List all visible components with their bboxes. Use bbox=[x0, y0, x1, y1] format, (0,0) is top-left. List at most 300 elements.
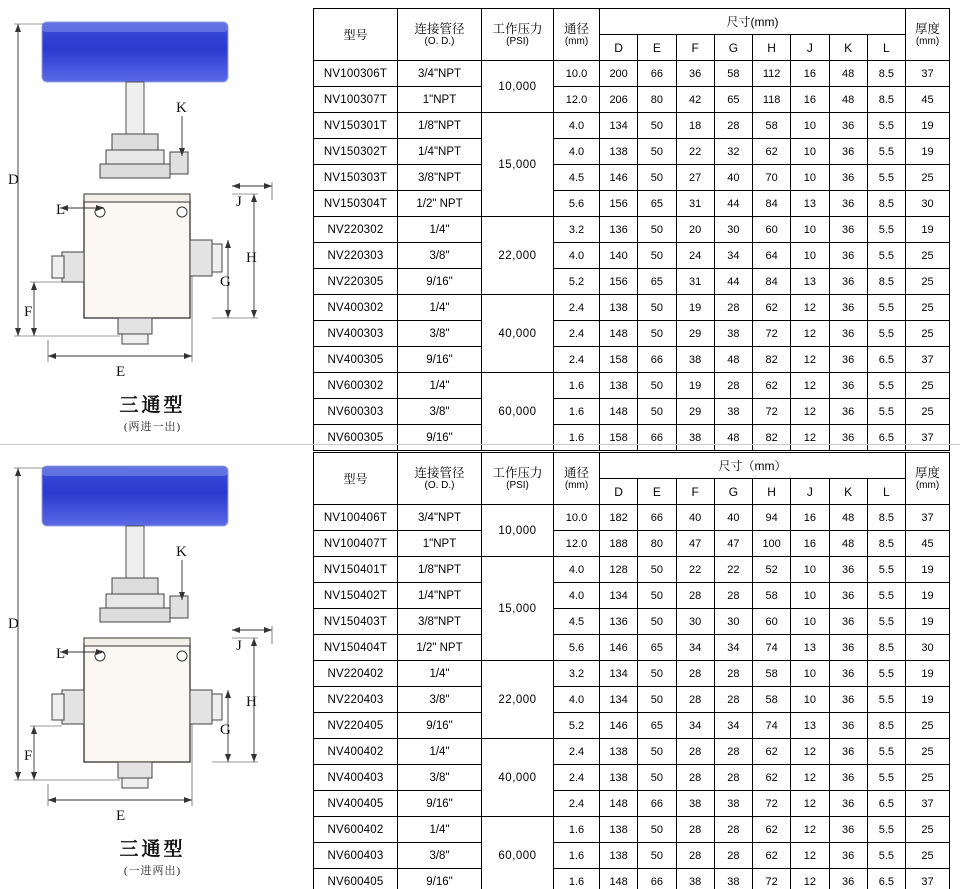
cell-dim-j: 12 bbox=[791, 765, 829, 791]
cell-thickness: 25 bbox=[906, 321, 950, 347]
header-dim-d-1: D bbox=[600, 35, 638, 61]
cell-dim-h: 84 bbox=[753, 269, 791, 295]
cell-dim-e: 50 bbox=[638, 817, 676, 843]
cell-dim-k: 48 bbox=[829, 505, 867, 531]
cell-dim-e: 65 bbox=[638, 191, 676, 217]
cell-model: NV600402 bbox=[314, 817, 398, 843]
cell-dim-h: 70 bbox=[753, 165, 791, 191]
cell-dim-l: 6.5 bbox=[867, 869, 905, 889]
table-row bbox=[314, 295, 950, 321]
svg-text:D: D bbox=[8, 616, 19, 632]
header-dim-g-2: G bbox=[714, 479, 752, 505]
cell-dim-e: 50 bbox=[638, 557, 676, 583]
cell-pipe-size: 3/8"NPT bbox=[398, 609, 482, 635]
cell-dim-l: 5.5 bbox=[867, 243, 905, 269]
cell-bore: 5.2 bbox=[554, 713, 600, 739]
cell-bore: 1.6 bbox=[554, 843, 600, 869]
cell-thickness: 30 bbox=[906, 635, 950, 661]
cell-dim-l: 6.5 bbox=[867, 347, 905, 373]
table-row bbox=[314, 321, 950, 347]
cell-bore: 2.4 bbox=[554, 295, 600, 321]
cell-model: NV220305 bbox=[314, 269, 398, 295]
cell-model: NV400402 bbox=[314, 739, 398, 765]
cell-dim-k: 36 bbox=[829, 713, 867, 739]
cell-dim-g: 34 bbox=[714, 713, 752, 739]
cell-bore: 1.6 bbox=[554, 869, 600, 889]
cell-dim-e: 50 bbox=[638, 113, 676, 139]
cell-model: NV150403T bbox=[314, 609, 398, 635]
cell-dim-j: 12 bbox=[791, 321, 829, 347]
header-psi-2: 工作压力 (PSI) bbox=[482, 453, 554, 505]
cell-bore: 2.4 bbox=[554, 791, 600, 817]
cell-dim-h: 72 bbox=[753, 321, 791, 347]
cell-dim-l: 5.5 bbox=[867, 399, 905, 425]
cell-thickness: 30 bbox=[906, 191, 950, 217]
cell-bore: 2.4 bbox=[554, 765, 600, 791]
cell-dim-e: 65 bbox=[638, 635, 676, 661]
cell-working-pressure: 10,000 bbox=[482, 505, 554, 557]
cell-dim-h: 58 bbox=[753, 113, 791, 139]
cell-pipe-size: 3/8" bbox=[398, 399, 482, 425]
cell-dim-h: 64 bbox=[753, 243, 791, 269]
cell-dim-d: 158 bbox=[600, 347, 638, 373]
header-thickness-1: 厚度 (mm) bbox=[906, 9, 950, 61]
cell-model: NV150301T bbox=[314, 113, 398, 139]
spec-table-wrap-2 bbox=[313, 452, 953, 889]
drawing-title-2: 三通型 bbox=[119, 839, 186, 860]
cell-model: NV400405 bbox=[314, 791, 398, 817]
cell-dim-k: 36 bbox=[829, 321, 867, 347]
header-dim-f-1: F bbox=[676, 35, 714, 61]
header-dim-k-1: K bbox=[829, 35, 867, 61]
cell-pipe-size: 3/4"NPT bbox=[398, 61, 482, 87]
cell-dim-h: 58 bbox=[753, 687, 791, 713]
header-dim-f-2: F bbox=[676, 479, 714, 505]
cell-dim-k: 36 bbox=[829, 295, 867, 321]
cell-dim-d: 182 bbox=[600, 505, 638, 531]
cell-dim-e: 66 bbox=[638, 347, 676, 373]
cell-dim-e: 50 bbox=[638, 139, 676, 165]
cell-bore: 1.6 bbox=[554, 817, 600, 843]
cell-dim-h: 82 bbox=[753, 347, 791, 373]
cell-dim-g: 28 bbox=[714, 373, 752, 399]
cell-dim-h: 82 bbox=[753, 425, 791, 451]
cell-dim-j: 12 bbox=[791, 373, 829, 399]
cell-dim-h: 118 bbox=[753, 87, 791, 113]
cell-dim-k: 36 bbox=[829, 661, 867, 687]
cell-bore: 10.0 bbox=[554, 505, 600, 531]
table-row bbox=[314, 269, 950, 295]
drawing-title-1: 三通型 bbox=[119, 395, 186, 416]
cell-pipe-size: 9/16" bbox=[398, 425, 482, 451]
cell-pipe-size: 9/16" bbox=[398, 869, 482, 889]
spec-table-1 bbox=[313, 8, 950, 451]
cell-bore: 4.0 bbox=[554, 557, 600, 583]
cell-dim-j: 10 bbox=[791, 557, 829, 583]
cell-dim-l: 5.5 bbox=[867, 583, 905, 609]
cell-bore: 4.0 bbox=[554, 583, 600, 609]
cell-pipe-size: 1/4" bbox=[398, 217, 482, 243]
cell-dim-l: 5.5 bbox=[867, 217, 905, 243]
cell-pipe-size: 3/8"NPT bbox=[398, 165, 482, 191]
cell-dim-e: 50 bbox=[638, 217, 676, 243]
cell-dim-e: 50 bbox=[638, 661, 676, 687]
svg-text:F: F bbox=[24, 304, 33, 320]
cell-dim-k: 36 bbox=[829, 425, 867, 451]
cell-dim-l: 8.5 bbox=[867, 269, 905, 295]
cell-dim-k: 36 bbox=[829, 635, 867, 661]
table-row bbox=[314, 217, 950, 243]
svg-text:G: G bbox=[220, 274, 231, 290]
cell-dim-e: 50 bbox=[638, 765, 676, 791]
cell-dim-d: 200 bbox=[600, 61, 638, 87]
header-thickness-2: 厚度 (mm) bbox=[906, 453, 950, 505]
cell-dim-l: 8.5 bbox=[867, 531, 905, 557]
table-row bbox=[314, 843, 950, 869]
cell-dim-g: 28 bbox=[714, 113, 752, 139]
cell-pipe-size: 9/16" bbox=[398, 347, 482, 373]
cell-dim-h: 62 bbox=[753, 739, 791, 765]
cell-dim-k: 36 bbox=[829, 791, 867, 817]
cell-dim-j: 12 bbox=[791, 739, 829, 765]
cell-pipe-size: 1/4" bbox=[398, 661, 482, 687]
cell-thickness: 25 bbox=[906, 373, 950, 399]
cell-bore: 2.4 bbox=[554, 347, 600, 373]
cell-bore: 10.0 bbox=[554, 61, 600, 87]
cell-dim-e: 66 bbox=[638, 869, 676, 889]
cell-dim-e: 50 bbox=[638, 165, 676, 191]
cell-dim-d: 134 bbox=[600, 661, 638, 687]
cell-dim-g: 38 bbox=[714, 791, 752, 817]
cell-dim-d: 148 bbox=[600, 791, 638, 817]
cell-dim-d: 148 bbox=[600, 869, 638, 889]
svg-text:H: H bbox=[246, 694, 257, 710]
cell-dim-e: 50 bbox=[638, 243, 676, 269]
cell-dim-j: 13 bbox=[791, 713, 829, 739]
cell-dim-k: 36 bbox=[829, 113, 867, 139]
cell-dim-g: 40 bbox=[714, 505, 752, 531]
cell-dim-h: 58 bbox=[753, 583, 791, 609]
header-pipe-1: 连接管径 (O. D.) bbox=[398, 9, 482, 61]
cell-working-pressure: 40,000 bbox=[482, 739, 554, 817]
header-dim-group-1: 尺寸(mm) bbox=[600, 9, 906, 35]
cell-dim-f: 22 bbox=[676, 139, 714, 165]
table-body-2 bbox=[314, 505, 950, 889]
cell-dim-g: 28 bbox=[714, 765, 752, 791]
spec-table-wrap-1 bbox=[313, 8, 953, 451]
svg-text:J: J bbox=[236, 638, 242, 654]
cell-dim-l: 5.5 bbox=[867, 687, 905, 713]
cell-dim-d: 146 bbox=[600, 165, 638, 191]
cell-dim-j: 10 bbox=[791, 687, 829, 713]
table-header-row-top bbox=[314, 9, 950, 35]
cell-dim-e: 50 bbox=[638, 373, 676, 399]
header-dim-k-2: K bbox=[829, 479, 867, 505]
cell-thickness: 25 bbox=[906, 843, 950, 869]
header-model-1: 型号 bbox=[314, 9, 398, 61]
header-dim-l-2: L bbox=[867, 479, 905, 505]
cell-dim-j: 10 bbox=[791, 583, 829, 609]
cell-dim-d: 188 bbox=[600, 531, 638, 557]
cell-dim-g: 40 bbox=[714, 165, 752, 191]
cell-dim-j: 13 bbox=[791, 269, 829, 295]
cell-model: NV100307T bbox=[314, 87, 398, 113]
cell-dim-l: 6.5 bbox=[867, 425, 905, 451]
cell-dim-g: 47 bbox=[714, 531, 752, 557]
cell-dim-f: 19 bbox=[676, 373, 714, 399]
cell-dim-k: 36 bbox=[829, 191, 867, 217]
svg-text:F: F bbox=[24, 748, 33, 764]
cell-dim-e: 50 bbox=[638, 583, 676, 609]
cell-dim-k: 36 bbox=[829, 609, 867, 635]
cell-dim-f: 34 bbox=[676, 635, 714, 661]
cell-dim-j: 12 bbox=[791, 869, 829, 889]
cell-pipe-size: 1/4" bbox=[398, 373, 482, 399]
header-bore-2: 通径 (mm) bbox=[554, 453, 600, 505]
cell-pipe-size: 3/8" bbox=[398, 321, 482, 347]
table-row bbox=[314, 869, 950, 889]
cell-thickness: 37 bbox=[906, 347, 950, 373]
cell-dim-l: 5.5 bbox=[867, 139, 905, 165]
cell-pipe-size: 1/2" NPT bbox=[398, 635, 482, 661]
cell-dim-j: 12 bbox=[791, 817, 829, 843]
cell-dim-e: 50 bbox=[638, 609, 676, 635]
table-row bbox=[314, 713, 950, 739]
svg-text:K: K bbox=[176, 100, 187, 116]
cell-dim-l: 5.5 bbox=[867, 113, 905, 139]
cell-dim-d: 136 bbox=[600, 609, 638, 635]
cell-thickness: 25 bbox=[906, 713, 950, 739]
cell-dim-g: 28 bbox=[714, 661, 752, 687]
cell-dim-g: 30 bbox=[714, 217, 752, 243]
cell-dim-d: 146 bbox=[600, 635, 638, 661]
table-row bbox=[314, 531, 950, 557]
cell-thickness: 25 bbox=[906, 269, 950, 295]
cell-dim-e: 80 bbox=[638, 531, 676, 557]
table-row bbox=[314, 347, 950, 373]
cell-dim-k: 36 bbox=[829, 869, 867, 889]
cell-dim-l: 8.5 bbox=[867, 87, 905, 113]
cell-working-pressure: 10,000 bbox=[482, 61, 554, 113]
cell-dim-h: 62 bbox=[753, 373, 791, 399]
cell-thickness: 25 bbox=[906, 817, 950, 843]
cell-model: NV600403 bbox=[314, 843, 398, 869]
cell-dim-k: 36 bbox=[829, 399, 867, 425]
cell-pipe-size: 9/16" bbox=[398, 713, 482, 739]
cell-dim-k: 36 bbox=[829, 557, 867, 583]
cell-pipe-size: 1/4" bbox=[398, 739, 482, 765]
cell-thickness: 37 bbox=[906, 791, 950, 817]
cell-bore: 1.6 bbox=[554, 373, 600, 399]
table-body-1 bbox=[314, 61, 950, 451]
cell-dim-j: 10 bbox=[791, 243, 829, 269]
cell-dim-g: 28 bbox=[714, 295, 752, 321]
cell-model: NV150404T bbox=[314, 635, 398, 661]
cell-dim-d: 138 bbox=[600, 739, 638, 765]
cell-dim-l: 5.5 bbox=[867, 843, 905, 869]
cell-dim-d: 136 bbox=[600, 217, 638, 243]
cell-bore: 12.0 bbox=[554, 531, 600, 557]
cell-dim-g: 28 bbox=[714, 843, 752, 869]
cell-dim-l: 8.5 bbox=[867, 635, 905, 661]
cell-dim-e: 66 bbox=[638, 505, 676, 531]
cell-pipe-size: 1/4"NPT bbox=[398, 139, 482, 165]
cell-pipe-size: 1"NPT bbox=[398, 87, 482, 113]
cell-dim-l: 5.5 bbox=[867, 165, 905, 191]
cell-model: NV100406T bbox=[314, 505, 398, 531]
cell-dim-j: 10 bbox=[791, 217, 829, 243]
cell-thickness: 25 bbox=[906, 739, 950, 765]
cell-dim-f: 40 bbox=[676, 505, 714, 531]
header-dim-h-2: H bbox=[753, 479, 791, 505]
cell-dim-d: 134 bbox=[600, 113, 638, 139]
cell-dim-g: 44 bbox=[714, 191, 752, 217]
cell-dim-e: 50 bbox=[638, 843, 676, 869]
cell-dim-g: 22 bbox=[714, 557, 752, 583]
cell-pipe-size: 1/4" bbox=[398, 817, 482, 843]
cell-dim-e: 65 bbox=[638, 713, 676, 739]
cell-dim-l: 5.5 bbox=[867, 609, 905, 635]
cell-dim-e: 50 bbox=[638, 295, 676, 321]
cell-bore: 5.6 bbox=[554, 635, 600, 661]
cell-dim-h: 52 bbox=[753, 557, 791, 583]
cell-dim-d: 140 bbox=[600, 243, 638, 269]
cell-dim-f: 36 bbox=[676, 61, 714, 87]
cell-dim-j: 10 bbox=[791, 609, 829, 635]
cell-model: NV220303 bbox=[314, 243, 398, 269]
cell-dim-h: 100 bbox=[753, 531, 791, 557]
cell-model: NV220405 bbox=[314, 713, 398, 739]
cell-model: NV100407T bbox=[314, 531, 398, 557]
cell-dim-l: 8.5 bbox=[867, 61, 905, 87]
cell-dim-k: 36 bbox=[829, 687, 867, 713]
cell-bore: 2.4 bbox=[554, 739, 600, 765]
cell-pipe-size: 1/4" bbox=[398, 295, 482, 321]
cell-bore: 4.5 bbox=[554, 609, 600, 635]
cell-dim-f: 29 bbox=[676, 321, 714, 347]
cell-dim-f: 42 bbox=[676, 87, 714, 113]
cell-dim-l: 5.5 bbox=[867, 295, 905, 321]
cell-thickness: 37 bbox=[906, 505, 950, 531]
cell-model: NV150302T bbox=[314, 139, 398, 165]
cell-bore: 1.6 bbox=[554, 425, 600, 451]
cell-dim-f: 38 bbox=[676, 869, 714, 889]
cell-dim-k: 48 bbox=[829, 87, 867, 113]
svg-text:K: K bbox=[176, 544, 187, 560]
cell-thickness: 25 bbox=[906, 399, 950, 425]
header-dim-e-2: E bbox=[638, 479, 676, 505]
cell-thickness: 19 bbox=[906, 583, 950, 609]
svg-text:J: J bbox=[236, 194, 242, 210]
cell-dim-g: 32 bbox=[714, 139, 752, 165]
cell-bore: 4.0 bbox=[554, 113, 600, 139]
cell-dim-d: 138 bbox=[600, 373, 638, 399]
cell-dim-e: 50 bbox=[638, 739, 676, 765]
spec-table-2 bbox=[313, 452, 950, 889]
cell-thickness: 37 bbox=[906, 425, 950, 451]
valve-drawing-2 bbox=[0, 444, 305, 888]
cell-dim-d: 156 bbox=[600, 191, 638, 217]
cell-dim-j: 10 bbox=[791, 165, 829, 191]
cell-dim-g: 38 bbox=[714, 869, 752, 889]
cell-dim-j: 16 bbox=[791, 61, 829, 87]
cell-dim-d: 138 bbox=[600, 139, 638, 165]
cell-dim-j: 13 bbox=[791, 635, 829, 661]
header-dim-h-1: H bbox=[753, 35, 791, 61]
cell-bore: 4.0 bbox=[554, 139, 600, 165]
cell-dim-f: 28 bbox=[676, 661, 714, 687]
cell-dim-l: 8.5 bbox=[867, 713, 905, 739]
cell-dim-k: 36 bbox=[829, 817, 867, 843]
cell-bore: 3.2 bbox=[554, 217, 600, 243]
cell-model: NV400403 bbox=[314, 765, 398, 791]
cell-dim-d: 148 bbox=[600, 399, 638, 425]
cell-dim-f: 28 bbox=[676, 687, 714, 713]
cell-dim-d: 138 bbox=[600, 765, 638, 791]
cell-dim-g: 38 bbox=[714, 399, 752, 425]
cell-dim-g: 28 bbox=[714, 817, 752, 843]
cell-dim-j: 10 bbox=[791, 113, 829, 139]
cell-dim-f: 19 bbox=[676, 295, 714, 321]
cell-bore: 1.6 bbox=[554, 399, 600, 425]
cell-thickness: 19 bbox=[906, 609, 950, 635]
cell-dim-d: 138 bbox=[600, 817, 638, 843]
table-row bbox=[314, 765, 950, 791]
cell-model: NV150401T bbox=[314, 557, 398, 583]
cell-thickness: 25 bbox=[906, 165, 950, 191]
cell-bore: 5.2 bbox=[554, 269, 600, 295]
cell-pipe-size: 3/8" bbox=[398, 243, 482, 269]
cell-thickness: 25 bbox=[906, 243, 950, 269]
cell-dim-f: 28 bbox=[676, 739, 714, 765]
cell-thickness: 19 bbox=[906, 557, 950, 583]
cell-dim-d: 138 bbox=[600, 843, 638, 869]
cell-dim-g: 48 bbox=[714, 425, 752, 451]
cell-dim-f: 24 bbox=[676, 243, 714, 269]
cell-dim-j: 16 bbox=[791, 505, 829, 531]
cell-dim-h: 94 bbox=[753, 505, 791, 531]
cell-dim-l: 6.5 bbox=[867, 791, 905, 817]
cell-dim-d: 146 bbox=[600, 713, 638, 739]
cell-dim-f: 31 bbox=[676, 191, 714, 217]
cell-dim-k: 48 bbox=[829, 531, 867, 557]
cell-thickness: 19 bbox=[906, 217, 950, 243]
cell-dim-f: 28 bbox=[676, 843, 714, 869]
cell-dim-k: 48 bbox=[829, 61, 867, 87]
table-row bbox=[314, 139, 950, 165]
cell-pipe-size: 1/4"NPT bbox=[398, 583, 482, 609]
cell-dim-h: 84 bbox=[753, 191, 791, 217]
cell-dim-j: 10 bbox=[791, 139, 829, 165]
cell-bore: 5.6 bbox=[554, 191, 600, 217]
cell-dim-h: 72 bbox=[753, 869, 791, 889]
drawing-caption-1 bbox=[0, 390, 305, 434]
svg-text:E: E bbox=[116, 364, 126, 380]
cell-dim-f: 28 bbox=[676, 817, 714, 843]
cell-working-pressure: 60,000 bbox=[482, 373, 554, 451]
cell-dim-f: 38 bbox=[676, 791, 714, 817]
table-row bbox=[314, 113, 950, 139]
cell-working-pressure: 60,000 bbox=[482, 817, 554, 889]
cell-dim-l: 5.5 bbox=[867, 739, 905, 765]
cell-dim-f: 20 bbox=[676, 217, 714, 243]
cell-dim-h: 62 bbox=[753, 295, 791, 321]
cell-thickness: 19 bbox=[906, 687, 950, 713]
cell-dim-h: 60 bbox=[753, 217, 791, 243]
cell-dim-d: 128 bbox=[600, 557, 638, 583]
cell-dim-k: 36 bbox=[829, 165, 867, 191]
cell-model: NV220302 bbox=[314, 217, 398, 243]
